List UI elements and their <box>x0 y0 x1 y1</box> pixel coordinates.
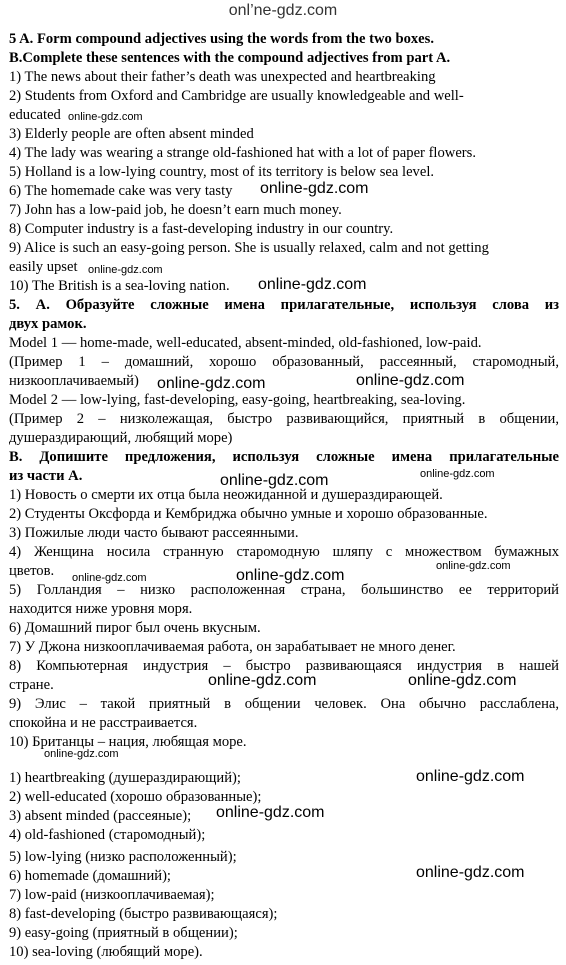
russian-heading-b-cont: из части А. <box>9 468 83 484</box>
russian-sentence: стране. <box>9 677 54 693</box>
russian-heading-b: В. Допишите предложения, используя сложные имена прилагательные <box>9 449 559 465</box>
russian-sentence: 5) Голландия – низко расположенная страна, большинство ее территорий <box>9 582 559 598</box>
answer-item: 7) low-paid (низкооплачиваемая); <box>9 887 215 903</box>
answer-item: 4) old-fashioned (старомодный); <box>9 827 206 843</box>
watermark-large: online-gdz.com <box>208 672 317 689</box>
model-1-translation-cont: низкооплачиваемый) <box>9 373 139 389</box>
russian-sentence: 10) Британцы – нация, любящая море. <box>9 734 247 750</box>
english-sentence: educated <box>9 107 61 123</box>
english-sentence: 9) Alice is such an easy-going person. She is usually relaxed, calm and not getting <box>9 240 489 256</box>
answer-item: 3) absent minded (рассеяные); <box>9 808 192 824</box>
model-1: Model 1 — home-made, well-educated, absent-minded, old-fashioned, low-paid. <box>9 335 482 351</box>
watermark-large: online-gdz.com <box>236 567 345 584</box>
english-sentence: 2) Students from Oxford and Cambridge are usually knowledgeable and well- <box>9 88 464 104</box>
russian-heading-a-cont: двух рамок. <box>9 316 87 332</box>
top-watermark: onl’ne-gdz.com <box>228 2 338 19</box>
russian-sentence: 7) У Джона низкооплачиваемая работа, он зарабатывает не много денег. <box>9 639 456 655</box>
answer-item: 9) easy-going (приятный в общении); <box>9 925 238 941</box>
russian-sentence: 6) Домашний пирог был очень вкусным. <box>9 620 261 636</box>
watermark-small: online-gdz.com <box>88 264 163 276</box>
watermark-large: online-gdz.com <box>408 672 517 689</box>
russian-sentence: цветов. <box>9 563 55 579</box>
english-sentence: easily upset <box>9 259 78 275</box>
answer-item: 1) heartbreaking (душераздирающий); <box>9 770 241 786</box>
russian-sentence: находится ниже уровня моря. <box>9 601 193 617</box>
english-sentence: 7) John has a low-paid job, he doesn’t earn much money. <box>9 202 342 218</box>
answer-item: 8) fast-developing (быстро развивающаяся); <box>9 906 278 922</box>
russian-sentence: 3) Пожилые люди часто бывают рассеянными. <box>9 525 299 541</box>
answer-item: 5) low-lying (низко расположенный); <box>9 849 237 865</box>
model-1-translation: (Пример 1 – домашний, хорошо образованный, рассеянный, старомодный, <box>9 354 559 370</box>
model-2-translation: (Пример 2 – низколежащая, быстро развивающийся, приятный в общении, <box>9 411 559 427</box>
russian-sentence: 9) Элис – такой приятный в общении человек. Она обычно расслаблена, <box>9 696 559 712</box>
model-2: Model 2 — low-lying, fast-developing, easy-going, heartbreaking, sea-loving. <box>9 392 466 408</box>
watermark-large: online-gdz.com <box>416 768 525 785</box>
english-sentence: 3) Elderly people are often absent minded <box>9 126 254 142</box>
watermark-large: online-gdz.com <box>216 804 325 821</box>
english-sentence: 6) The homemade cake was very tasty <box>9 183 233 199</box>
russian-sentence: 2) Студенты Оксфорда и Кембриджа обычно умные и хорошо образованные. <box>9 506 488 522</box>
model-2-translation-cont: душераздирающий, любящий море) <box>9 430 233 446</box>
watermark-large: online-gdz.com <box>356 372 465 389</box>
exercise-heading-b: B.Complete these sentences with the compound adjectives from part A. <box>9 50 451 66</box>
watermark-large: online-gdz.com <box>157 375 266 392</box>
answer-item: 10) sea-loving (любящий море). <box>9 944 203 960</box>
watermark-large: online-gdz.com <box>220 472 329 489</box>
english-sentence: 4) The lady was wearing a strange old-fashioned hat with a lot of paper flowers. <box>9 145 476 161</box>
english-sentence: 5) Holland is a low-lying country, most of its territory is below sea level. <box>9 164 435 180</box>
english-sentence: 10) The British is a sea-loving nation. <box>9 278 230 294</box>
watermark-small: online-gdz.com <box>436 560 511 572</box>
answer-item: 6) homemade (домашний); <box>9 868 171 884</box>
english-sentence: 8) Computer industry is a fast-developing industry in our country. <box>9 221 394 237</box>
english-sentence: 1) The news about their father’s death was unexpected and heartbreaking <box>9 69 436 85</box>
watermark-large: online-gdz.com <box>260 180 369 197</box>
watermark-small: online-gdz.com <box>420 468 495 480</box>
watermark-large: online-gdz.com <box>258 276 367 293</box>
russian-sentence: спокойна и не расстраивается. <box>9 715 198 731</box>
answer-item: 2) well-educated (хорошо образованные); <box>9 789 262 805</box>
russian-sentence: 4) Женщина носила странную старомодную шляпу с множеством бумажных <box>9 544 559 560</box>
russian-sentence: 8) Компьютерная индустрия – быстро развивающаяся индустрия в нашей <box>9 658 559 674</box>
exercise-heading-a: 5 A. Form compound adjectives using the words from the two boxes. <box>9 31 434 47</box>
watermark-large: online-gdz.com <box>416 864 525 881</box>
russian-sentence: 1) Новость о смерти их отца была неожиданной и душераздирающей. <box>9 487 443 503</box>
watermark-small: online-gdz.com <box>72 572 147 584</box>
russian-heading-a: 5. А. Образуйте сложные имена прилагательные, используя слова из <box>9 297 559 313</box>
watermark-small: online-gdz.com <box>44 748 119 760</box>
watermark-small: online-gdz.com <box>68 111 143 123</box>
